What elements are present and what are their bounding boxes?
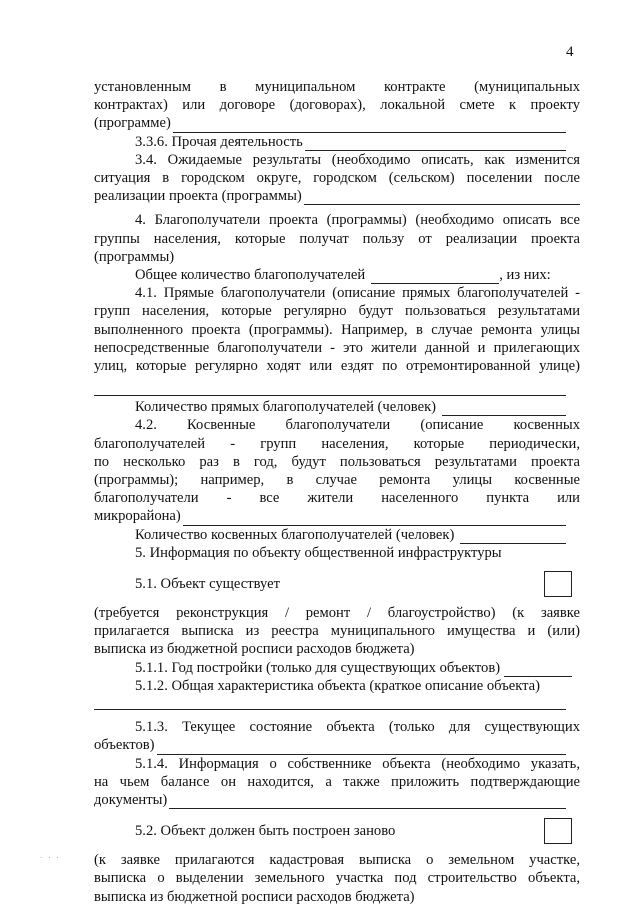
object-exists-row — [94, 570, 580, 598]
document-body — [94, 78, 580, 906]
new-object-checkbox[interactable] — [544, 818, 572, 844]
blank-line — [169, 794, 566, 809]
text-line: прилагается выписка из реестра муниципального имущества и (или) — [94, 623, 580, 640]
blank-line — [305, 136, 566, 151]
label: Общее количество благополучателей — [135, 267, 366, 284]
field-indirect-count — [94, 526, 580, 544]
text-line: благополучатели - все жители населенного пункта или — [94, 490, 580, 507]
blank-line — [371, 269, 499, 284]
field-expected-results — [94, 187, 580, 205]
field-other-activity — [94, 133, 580, 151]
text-line: документы) — [94, 791, 168, 808]
text-line: 5.1.4. Информация о собственнике объекта (необходимо указать, — [135, 755, 580, 772]
text-line: выписка о выделении земельного участка под строительство объекта, — [94, 870, 580, 887]
field-direct-count — [94, 398, 580, 416]
field-total-beneficiaries — [94, 266, 580, 284]
text-line: установленным в муниципальном контракте (муниципальных — [94, 79, 580, 95]
blank-line — [460, 529, 566, 544]
object-exists-checkbox[interactable] — [544, 571, 572, 597]
text-line: 5.1.2. Общая характеристика объекта (краткое описание объекта) — [135, 677, 541, 694]
text-line: (требуется реконструкция / ремонт / благоустройство) (к заявке — [94, 605, 580, 622]
text-line: 4.2. Косвенные благополучатели (описание косвенных — [135, 417, 580, 434]
text-line: группы населения, которые получат пользу от реализации проекта — [94, 230, 580, 247]
blank-line — [183, 511, 566, 526]
field-build-year — [94, 659, 580, 677]
label: Количество косвенных благополучателей (человек) — [135, 526, 455, 543]
label: 5.1. Объект существует — [135, 575, 280, 592]
blank-line — [173, 118, 566, 133]
field-indirect-desc — [94, 507, 580, 525]
text-line: 4. Благополучатели проекта (программы) (необходимо описать все — [135, 212, 580, 229]
text-line: улиц, которые регулярно ходят или ездят по отремонтированной улице) — [94, 358, 580, 375]
scan-artifact: · · · — [40, 854, 61, 862]
text-line: групп населения, которые регулярно будут пользоваться результатами — [94, 303, 580, 320]
text-line: 3.4. Ожидаемые результаты (необходимо описать, как изменится — [135, 151, 580, 168]
section-3-3-6: 3.3.6. Прочая деятельность — [135, 133, 303, 150]
text-line: (программе) — [94, 115, 171, 132]
blank-line — [304, 190, 580, 205]
label: 5.2. Объект должен быть построен заново — [135, 823, 396, 839]
label: 5.1.1. Год постройки (только для существующих объектов) — [135, 659, 501, 676]
text-line: выписка из бюджетной росписи расходов бюджета) — [94, 888, 415, 905]
text-line: объектов) — [94, 737, 155, 754]
text-line: микрорайона) — [94, 508, 181, 525]
text-line: (к заявке прилагаются кадастровая выписка о земельном участке, — [94, 852, 580, 869]
text-line: выписка из бюджетной росписи расходов бюджета) — [94, 641, 415, 658]
field-current-state — [94, 736, 580, 754]
text-line: на чьем балансе он находится, а также приложить подтверждающие — [94, 773, 580, 790]
blank-line — [157, 740, 566, 755]
label: , из них: — [499, 267, 551, 284]
text-line: контрактах) или договоре (договорах), локальной смете к проекту — [94, 97, 580, 114]
blank-line — [442, 401, 566, 416]
text-line: (программы); например, в случае ремонта улицы косвенные — [94, 472, 580, 489]
text-line: ситуация в городском округе, городском (сельском) поселении после — [94, 170, 580, 187]
new-object-row — [94, 817, 580, 845]
field-owner-info — [94, 791, 580, 809]
label: Количество прямых благополучателей (человек) — [135, 399, 437, 416]
blank-line — [94, 375, 566, 396]
text-line: выполненного проекта (программы). Например, в случае ремонта улицы — [94, 321, 580, 338]
blank-line — [94, 695, 566, 710]
text-line: реализации проекта (программы) — [94, 188, 302, 205]
text-line: 5.1.3. Текущее состояние объекта (только для существующих — [135, 719, 580, 736]
text-line: (программы) — [94, 248, 175, 265]
text-line: 4.1. Прямые благополучатели (описание прямых благополучателей - — [135, 285, 580, 302]
blank-line — [504, 662, 572, 677]
text-line: по несколько раз в год, будут пользоваться результатами проекта — [94, 453, 580, 470]
section-5-heading: 5. Информация по объекту общественной инфраструктуры — [135, 544, 502, 561]
field-row — [94, 114, 580, 132]
text-line: непосредственные благополучатели - это жители данной и прилегающих — [94, 339, 580, 356]
text-line: благополучателей - групп населения, которые периодически, — [94, 435, 580, 452]
page-number: 4 — [566, 44, 574, 60]
